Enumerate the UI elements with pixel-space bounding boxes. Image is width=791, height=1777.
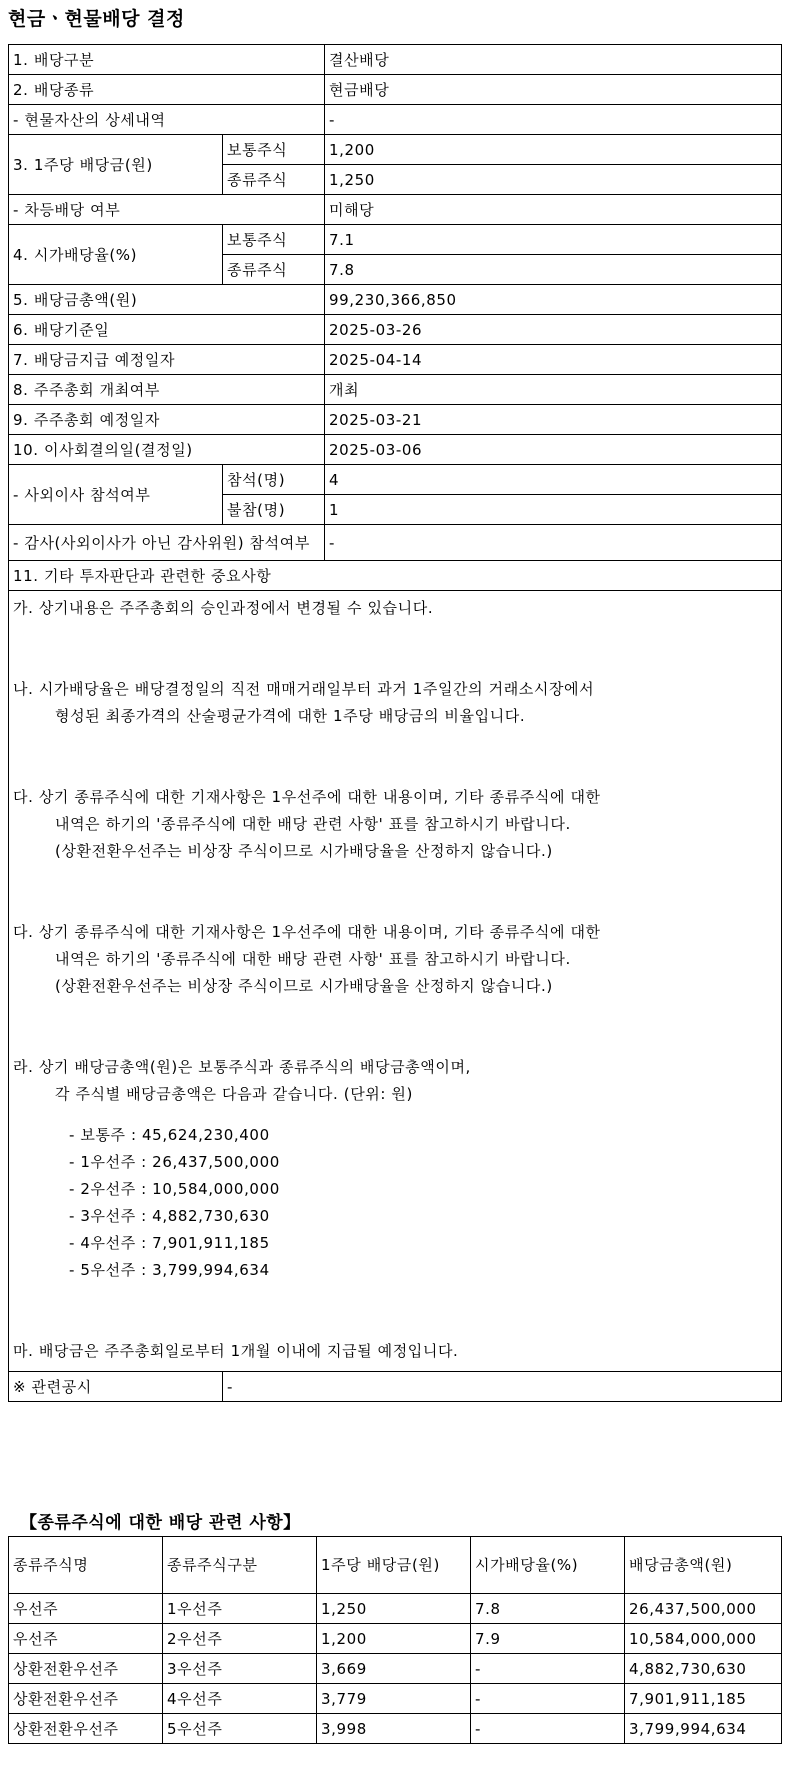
table-cell: 4,882,730,630 (625, 1654, 782, 1684)
note-da-3: (상환전환우선주는 비상장 주식이므로 시가배당율을 산정하지 않습니다.) (55, 842, 553, 860)
note-ga: 가. 상기내용은 주주총회의 승인과정에서 변경될 수 있습니다. (13, 599, 434, 617)
agm-date-value: 2025-03-21 (325, 405, 782, 435)
yield-common-label: 보통주식 (223, 225, 325, 255)
present-value: 4 (325, 465, 782, 495)
table-row (9, 465, 782, 495)
table-row (9, 435, 782, 465)
note-na-2: 형성된 최종가격의 산술평균가격에 대한 1주당 배당금의 비율입니다. (55, 707, 526, 725)
present-label: 참석(명) (223, 465, 325, 495)
note-da-repeat-3: (상환전환우선주는 비상장 주식이므로 시가배당율을 산정하지 않습니다.) (55, 977, 553, 995)
table-row (9, 45, 782, 75)
table-cell: 3,799,994,634 (625, 1714, 782, 1744)
note-da-2: 내역은 하기의 '종류주식에 대한 배당 관련 사항' 표를 참고하시기 바랍니다. (55, 815, 571, 833)
table-row (9, 135, 782, 165)
board-date-value: 2025-03-06 (325, 435, 782, 465)
total-value: 99,230,366,850 (325, 285, 782, 315)
table-cell: 7,901,911,185 (625, 1684, 782, 1714)
record-date-value: 2025-03-26 (325, 315, 782, 345)
column-header: 종류주식구분 (163, 1537, 317, 1594)
column-header: 시가배당율(%) (471, 1537, 625, 1594)
note-item: - 1우선주 : 26,437,500,000 (69, 1153, 280, 1171)
table-cell: 7.9 (471, 1624, 625, 1654)
note-item: - 3우선주 : 4,882,730,630 (69, 1207, 270, 1225)
table-row (9, 345, 782, 375)
dividend-decision-table (8, 44, 782, 1402)
div-kind-value: 현금배당 (325, 75, 782, 105)
table-cell: - (471, 1654, 625, 1684)
table-row (9, 105, 782, 135)
table-row (9, 525, 782, 561)
div-type-label: 1. 배당구분 (9, 45, 325, 75)
table-cell: 2우선주 (163, 1624, 317, 1654)
related-disclosure-value: - (223, 1372, 782, 1402)
column-header: 1주당 배당금(원) (317, 1537, 471, 1594)
board-date-label: 10. 이사회결의일(결정일) (9, 435, 325, 465)
other-matters-notes (9, 591, 782, 1372)
div-kind-label: 2. 배당종류 (9, 75, 325, 105)
absent-label: 불참(명) (223, 495, 325, 525)
table-cell: 상환전환우선주 (9, 1684, 163, 1714)
table-cell: 3,779 (317, 1684, 471, 1714)
audit-value: - (325, 525, 782, 561)
table-row (9, 1684, 782, 1714)
table-cell: 우선주 (9, 1624, 163, 1654)
dps-label: 3. 1주당 배당금(원) (9, 135, 223, 195)
diff-value: 미해당 (325, 195, 782, 225)
yield-pref-value: 7.8 (325, 255, 782, 285)
table-row (9, 315, 782, 345)
table-cell: - (471, 1684, 625, 1714)
agm-held-value: 개최 (325, 375, 782, 405)
outside-director-label: - 사외이사 참석여부 (9, 465, 223, 525)
total-label: 5. 배당금총액(원) (9, 285, 325, 315)
note-item: - 4우선주 : 7,901,911,185 (69, 1234, 270, 1252)
agm-date-label: 9. 주주총회 예정일자 (9, 405, 325, 435)
other-matters-label: 11. 기타 투자판단과 관련한 중요사항 (9, 561, 782, 591)
note-item: - 2우선주 : 10,584,000,000 (69, 1180, 280, 1198)
class-table-title: 【종류주식에 대한 배당 관련 사항】 (20, 1513, 301, 1533)
table-row (9, 1372, 782, 1402)
table-cell: 상환전환우선주 (9, 1654, 163, 1684)
yield-pref-label: 종류주식 (223, 255, 325, 285)
page-title: 현금ㆍ현물배당 결정 (8, 8, 185, 30)
table-cell: 3,998 (317, 1714, 471, 1744)
table-row (9, 195, 782, 225)
table-row (9, 1624, 782, 1654)
table-cell: 1,200 (317, 1624, 471, 1654)
pay-date-value: 2025-04-14 (325, 345, 782, 375)
table-row (9, 1654, 782, 1684)
table-cell: 우선주 (9, 1594, 163, 1624)
table-row (9, 405, 782, 435)
inkind-label: - 현물자산의 상세내역 (9, 105, 325, 135)
table-header-row (9, 1537, 782, 1594)
table-cell: 3우선주 (163, 1654, 317, 1684)
note-item: - 보통주 : 45,624,230,400 (69, 1126, 270, 1144)
table-cell: 1우선주 (163, 1594, 317, 1624)
note-da-1: 다. 상기 종류주식에 대한 기재사항은 1우선주에 대한 내용이며, 기타 종류주식에 대한 (13, 788, 601, 806)
audit-label: - 감사(사외이사가 아닌 감사위원) 참석여부 (9, 525, 325, 561)
table-row (9, 561, 782, 591)
dps-pref-value: 1,250 (325, 165, 782, 195)
note-ra-2: 각 주식별 배당금총액은 다음과 같습니다. (단위: 원) (55, 1085, 413, 1103)
note-da-repeat-1: 다. 상기 종류주식에 대한 기재사항은 1우선주에 대한 내용이며, 기타 종류주식에 대한 (13, 923, 601, 941)
note-item: - 5우선주 : 3,799,994,634 (69, 1261, 270, 1279)
table-row (9, 1594, 782, 1624)
table-row (9, 75, 782, 105)
absent-value: 1 (325, 495, 782, 525)
yield-label: 4. 시가배당율(%) (9, 225, 223, 285)
notes-block (9, 595, 781, 1365)
div-type-value: 결산배당 (325, 45, 782, 75)
column-header: 종류주식명 (9, 1537, 163, 1594)
class-share-table (8, 1536, 782, 1744)
table-cell: 1,250 (317, 1594, 471, 1624)
table-cell: 26,437,500,000 (625, 1594, 782, 1624)
table-cell: - (471, 1714, 625, 1744)
yield-common-value: 7.1 (325, 225, 782, 255)
note-da-repeat-2: 내역은 하기의 '종류주식에 대한 배당 관련 사항' 표를 참고하시기 바랍니다. (55, 950, 571, 968)
table-cell: 10,584,000,000 (625, 1624, 782, 1654)
table-row (9, 375, 782, 405)
related-disclosure-label: ※ 관련공시 (9, 1372, 223, 1402)
table-row (9, 225, 782, 255)
pay-date-label: 7. 배당금지급 예정일자 (9, 345, 325, 375)
table-cell: 7.8 (471, 1594, 625, 1624)
diff-label: - 차등배당 여부 (9, 195, 325, 225)
dps-common-value: 1,200 (325, 135, 782, 165)
table-cell: 4우선주 (163, 1684, 317, 1714)
table-row (9, 591, 782, 1372)
table-row (9, 1714, 782, 1744)
agm-held-label: 8. 주주총회 개최여부 (9, 375, 325, 405)
inkind-value: - (325, 105, 782, 135)
column-header: 배당금총액(원) (625, 1537, 782, 1594)
table-cell: 3,669 (317, 1654, 471, 1684)
dps-pref-label: 종류주식 (223, 165, 325, 195)
record-date-label: 6. 배당기준일 (9, 315, 325, 345)
table-cell: 상환전환우선주 (9, 1714, 163, 1744)
table-cell: 5우선주 (163, 1714, 317, 1744)
dps-common-label: 보통주식 (223, 135, 325, 165)
note-ma: 마. 배당금은 주주총회일로부터 1개월 이내에 지급될 예정입니다. (13, 1342, 459, 1360)
note-na-1: 나. 시가배당율은 배당결정일의 직전 매매거래일부터 과거 1주일간의 거래소시장에서 (13, 680, 595, 698)
table-row (9, 285, 782, 315)
note-ra-1: 라. 상기 배당금총액(원)은 보통주식과 종류주식의 배당금총액이며, (13, 1058, 471, 1076)
